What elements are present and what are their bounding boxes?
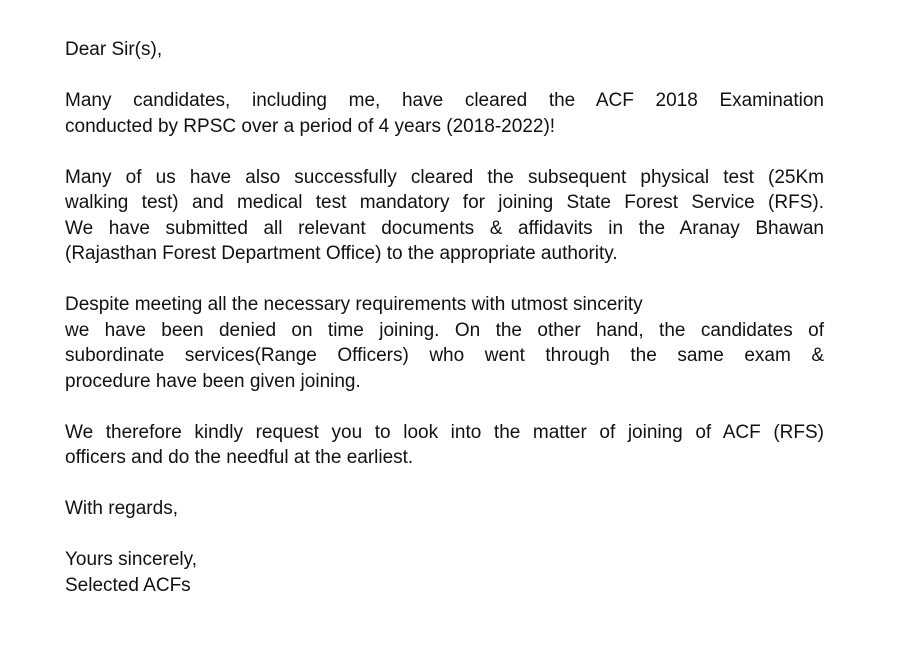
paragraph-line: We have submitted all relevant documents & affidavits in the Aranay Bhawan xyxy=(65,217,824,239)
paragraph-line: We therefore kindly request you to look into the matter of joining of ACF (RFS) xyxy=(65,421,824,443)
paragraph-line: Many of us have also successfully cleared the subsequent physical test (25Km xyxy=(65,166,824,188)
paragraph-line: officers and do the needful at the earliest. xyxy=(65,447,414,468)
paragraph-line: procedure have been given joining. xyxy=(65,370,361,392)
paragraph-line: walking test) and medical test mandatory for joining State Forest Service (RFS). xyxy=(65,192,824,213)
salutation: Dear Sir(s), xyxy=(65,39,163,60)
letter-body xyxy=(65,37,824,598)
paragraph-line: conducted by RPSC over a period of 4 years (2018-2022)! xyxy=(65,115,556,137)
paragraph-line: (Rajasthan Forest Department Office) to the appropriate authority. xyxy=(65,243,618,264)
paragraph-tests-cleared xyxy=(65,165,824,267)
paragraph-line: Despite meeting all the necessary requirements with utmost sincerity xyxy=(65,294,643,315)
paragraph-joining-denied xyxy=(65,292,824,394)
signoff: Yours sincerely, xyxy=(65,549,198,570)
closing: With regards, xyxy=(65,498,178,519)
signature: Selected ACFs xyxy=(65,574,191,596)
paragraph-request xyxy=(65,420,824,471)
paragraph-line: we have been denied on time joining. On the other hand, the candidates of xyxy=(65,319,824,341)
paragraph-line: subordinate services(Range Officers) who went through the same exam & xyxy=(65,345,824,366)
paragraph-exam-cleared xyxy=(65,88,824,139)
paragraph-line: Many candidates, including me, have cleared the ACF 2018 Examination xyxy=(65,90,824,111)
